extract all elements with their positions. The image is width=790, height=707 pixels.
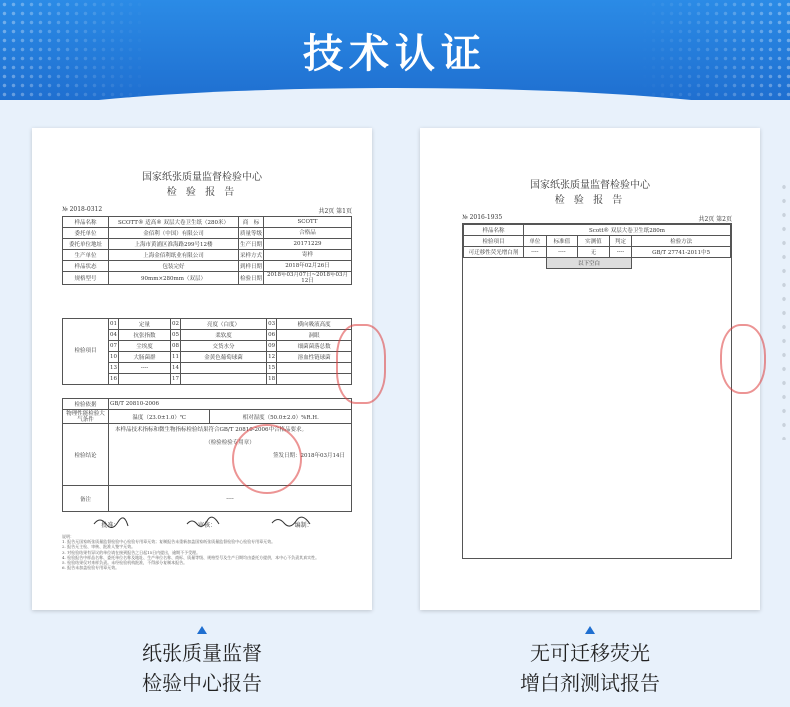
item-number: 01 xyxy=(109,319,119,330)
reviewer-label: 审核： xyxy=(197,522,216,529)
info-label: 商 标 xyxy=(239,217,264,228)
info-value: 2018年02月26日 xyxy=(264,261,352,272)
env-temp: 温度（23.0±1.0）℃ xyxy=(109,410,210,424)
result-cell: 可迁移性荧光增白剂 xyxy=(464,247,524,258)
column-header: 标准值 xyxy=(546,236,578,247)
item-name: 溶血性链球菌 xyxy=(277,352,352,363)
item-number: 04 xyxy=(109,330,119,341)
stamp-caption: （检验检验专用章） xyxy=(205,440,255,446)
column-header: 检验项目 xyxy=(464,236,524,247)
note-line: 1. 报告无国家纸张质量监督检验中心检验专用章无效；复制报告未重新加盖国家纸张质量监督检验中心检验专用章无效。 xyxy=(62,539,276,545)
inspection-report-right[interactable] xyxy=(420,128,760,610)
report-title: 检 验 报 告 xyxy=(554,195,626,206)
basis-label: 检验依据 xyxy=(63,399,109,410)
info-row xyxy=(63,239,352,250)
item-number: 16 xyxy=(109,374,119,385)
result-cell: 无 xyxy=(578,247,610,258)
item-row xyxy=(63,319,352,330)
item-number: 09 xyxy=(267,341,277,352)
edge-seal-icon xyxy=(720,324,766,394)
item-number: 08 xyxy=(170,341,180,352)
page-title: 技术认证 xyxy=(303,31,487,77)
report-info-table xyxy=(62,216,352,285)
signatures-icon xyxy=(92,514,342,530)
note-line: 说明： xyxy=(62,534,74,539)
result-cell: ---- xyxy=(524,247,547,258)
info-value: 上海金佰利纸业有限公司 xyxy=(109,250,239,261)
caption-left-line2: 检验中心报告 xyxy=(142,671,262,695)
info-label: 到样日期 xyxy=(239,261,264,272)
caption-left-line1: 纸张质量监督 xyxy=(142,641,262,665)
item-name: 细菌菌落总数 xyxy=(277,341,352,352)
item-number: 05 xyxy=(170,330,180,341)
env-humidity: 相对湿度（50.0±2.0）%R.H. xyxy=(210,410,352,424)
info-value: 金佰利（中国）有限公司 xyxy=(109,228,239,239)
sample-label: 样品名称 xyxy=(464,225,524,236)
page-info: 共2页 第2页 xyxy=(698,216,732,223)
note-line: 3. 对检验结果有异议的单位请在接到报告之日起15日内提出，逾期不予受理。 xyxy=(62,549,201,555)
info-value: 上海市黄浦区淮海路299号12楼 xyxy=(109,239,239,250)
editor-label: 编制： xyxy=(294,522,313,529)
info-label: 质量等级 xyxy=(239,228,264,239)
item-number: 07 xyxy=(109,341,119,352)
item-number: 02 xyxy=(170,319,180,330)
conclusion-label: 检验结论 xyxy=(63,424,109,486)
report-notes xyxy=(62,534,352,570)
inspection-report-left[interactable] xyxy=(32,128,372,610)
item-name: ---- xyxy=(119,363,171,374)
info-row xyxy=(63,228,352,239)
info-label: 样品名称 xyxy=(63,217,109,228)
info-label: 生产日期 xyxy=(239,239,264,250)
report-items-table xyxy=(62,318,352,385)
approver-label: 批准： xyxy=(101,522,120,529)
item-name: 定量 xyxy=(119,319,171,330)
column-header: 单位 xyxy=(524,236,547,247)
item-name: 洞眼 xyxy=(277,330,352,341)
edge-seal-icon xyxy=(336,324,386,404)
conclusion-text: 本样品技术指标和微生物指标检验结果符合GB/T 20810-2006中合格品要求。 xyxy=(115,427,308,433)
caption-right xyxy=(490,638,690,698)
sign-date: 签发日期：2018年03月14日 xyxy=(273,453,345,459)
item-number: 15 xyxy=(267,363,277,374)
item-number: 03 xyxy=(267,319,277,330)
info-label: 规格型号 xyxy=(63,272,109,285)
up-arrow-icon xyxy=(585,626,595,634)
report-org: 国家纸张质量监督检验中心 xyxy=(530,180,650,191)
info-value: 合格品 xyxy=(264,228,352,239)
conclusion-cell xyxy=(109,424,352,486)
item-name: 抗张指数 xyxy=(119,330,171,341)
report-number: № 2016-1935 xyxy=(462,214,503,221)
item-number: 12 xyxy=(267,352,277,363)
caption-right-line2: 增白剂测试报告 xyxy=(520,671,660,695)
info-value: 寄样 xyxy=(264,250,352,261)
info-label: 生产单位 xyxy=(63,250,109,261)
column-header: 判定 xyxy=(609,236,632,247)
info-label: 样品状态 xyxy=(63,261,109,272)
item-number: 13 xyxy=(109,363,119,374)
item-name xyxy=(119,374,171,385)
report-number: № 2018-0312 xyxy=(62,206,103,213)
info-label: 委托单位地址 xyxy=(63,239,109,250)
note-line: 2. 报告无主检、审核、批准人签字无效。 xyxy=(62,544,136,550)
report-basis-table xyxy=(62,398,352,512)
result-cell: ---- xyxy=(609,247,632,258)
info-value: 20171229 xyxy=(264,239,352,250)
info-label: 采样方式 xyxy=(239,250,264,261)
info-label: 委托单位 xyxy=(63,228,109,239)
note-line: 6. 报告未加盖检验专用章无效。 xyxy=(62,565,120,571)
info-value: 2018年03月07日~2018年03月12日 xyxy=(264,272,352,285)
item-number: 17 xyxy=(170,374,180,385)
item-number: 14 xyxy=(170,363,180,374)
item-name xyxy=(180,363,266,374)
note-line: 4. 检验报告中样品名称、委托单位名称及地址、生产单位名称、商标、质量等级、规格型号及生产日期均由委托方提供，本中心不负责其真实性。 xyxy=(62,554,320,560)
item-name: 柔软度 xyxy=(180,330,266,341)
result-cell: GB/T 27741-2011中5 xyxy=(632,247,731,258)
report-title: 检 验 报 告 xyxy=(166,187,238,198)
item-name: 亮度（白度） xyxy=(180,319,266,330)
report-org: 国家纸张质量监督检验中心 xyxy=(142,172,262,183)
caption-right-line1: 无可迁移荧光 xyxy=(530,641,650,665)
info-row xyxy=(63,272,352,285)
caption-left xyxy=(102,638,302,698)
item-name: 尘埃度 xyxy=(119,341,171,352)
info-value: 90mm×280mm（双层） xyxy=(109,272,239,285)
decorative-dots-right-edge xyxy=(778,180,790,440)
item-number: 18 xyxy=(267,374,277,385)
info-value: SCOTT xyxy=(264,217,352,228)
remark-value: ---- xyxy=(109,486,352,512)
info-label: 检验日期 xyxy=(239,272,264,285)
results-table xyxy=(463,224,731,269)
item-number: 11 xyxy=(170,352,180,363)
remark-label: 备注 xyxy=(63,486,109,512)
item-name xyxy=(180,374,266,385)
info-row xyxy=(63,250,352,261)
item-name: 金黄色葡萄球菌 xyxy=(180,352,266,363)
page-info: 共2页 第1页 xyxy=(318,208,352,215)
item-number: 10 xyxy=(109,352,119,363)
result-cell: ---- xyxy=(546,247,578,258)
official-seal-icon xyxy=(232,424,302,494)
item-name: 横向吸液高度 xyxy=(277,319,352,330)
info-row xyxy=(63,261,352,272)
blank-note: 以下空白 xyxy=(546,258,632,269)
column-header: 检验方法 xyxy=(632,236,731,247)
info-row xyxy=(63,217,352,228)
sample-value: Scott® 双层大卷卫生纸280m xyxy=(524,225,731,236)
item-name: 交货水分 xyxy=(180,341,266,352)
column-header: 实测值 xyxy=(578,236,610,247)
info-value: 包装完好 xyxy=(109,261,239,272)
env-label: 物理性能检验大气条件 xyxy=(63,410,109,424)
items-label: 检验项目 xyxy=(63,319,109,385)
basis-value: GB/T 20810-2006 xyxy=(109,399,352,410)
item-name: 大肠菌群 xyxy=(119,352,171,363)
info-value: SCOTT® 适高® 双层大卷卫生纸（280米） xyxy=(109,217,239,228)
up-arrow-icon xyxy=(197,626,207,634)
item-number: 06 xyxy=(267,330,277,341)
results-frame xyxy=(462,223,732,559)
header-banner xyxy=(0,0,790,100)
note-line: 5. 检验结果仅对来样负责。未经检验机构批准，不得部分复制本报告。 xyxy=(62,560,188,566)
